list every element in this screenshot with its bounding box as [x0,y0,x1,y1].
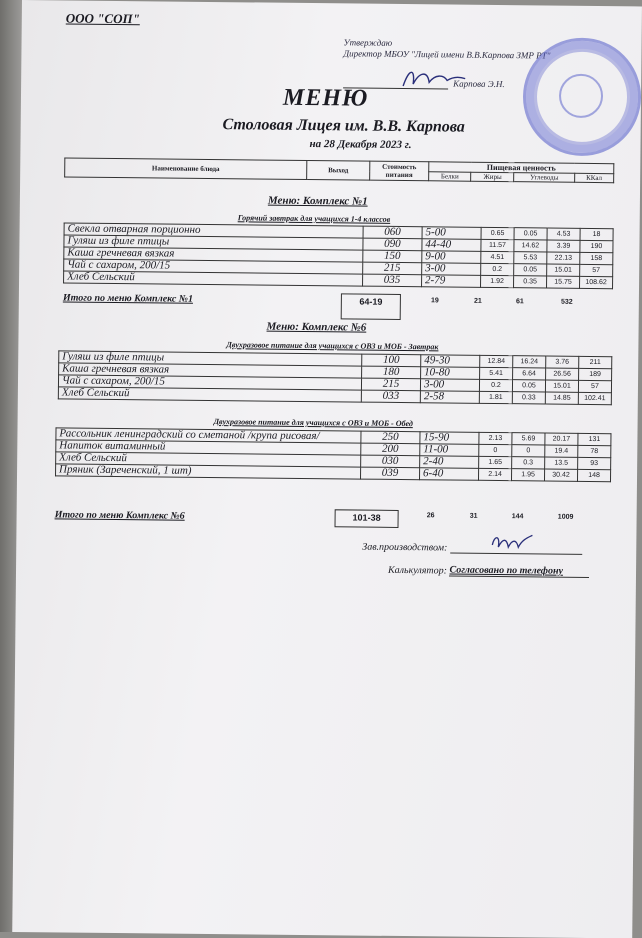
dish-name: Каша гречневая вязкая [64,247,363,262]
header-carbs: Углеводы [514,173,574,183]
dish-carbs: 13.5 [545,457,578,469]
dish-proteins: 1.81 [479,391,512,403]
header-kcal: ККал [574,173,613,182]
complex1-title: Меню: Комплекс №1 [267,194,368,208]
dish-carbs: 15.75 [547,276,580,288]
menu-date: на 28 Декабря 2023 г. [309,138,412,152]
complex6-total-label: Итого по меню Комплекс №6 [54,509,185,522]
dish-name: Каша гречневая вязкая [59,363,362,378]
dish-proteins: 4.51 [481,251,514,263]
dish-carbs: 15.01 [545,380,578,392]
dish-proteins: 11.57 [481,239,514,251]
dish-kcal: 108.62 [580,276,613,288]
dish-output: 039 [361,467,420,480]
approval-line1: Утверждаю [343,37,393,48]
dish-cost: 2-40 [420,456,479,469]
dish-name: Рассольник ленинградский со сметаной /крупа рисовая/ [56,428,361,443]
complex6-total-carbs: 144 [511,513,524,521]
dish-kcal: 190 [580,240,613,252]
dish-cost: 3-00 [422,263,481,276]
dish-fats: 16.24 [513,356,546,368]
dish-proteins: 0 [479,444,512,456]
dish-output: 250 [361,431,420,444]
dish-cost: 15-90 [420,432,479,445]
dish-output: 060 [363,226,422,239]
dish-fats: 0.05 [514,228,547,240]
complex6-lunch-table [55,427,611,482]
dish-proteins: 5.41 [480,367,513,379]
dish-name: Чай с сахаром, 200/15 [64,259,363,274]
complex6-total-proteins: 26 [426,512,435,520]
dish-carbs: 19.4 [545,445,578,457]
complex1-total-proteins: 19 [430,297,439,305]
dish-kcal: 102.41 [578,392,611,404]
complex1-total-cost: 64-19 [341,293,401,320]
dish-proteins: 0.2 [479,379,512,391]
dish-proteins: 2.13 [479,432,512,444]
production-label: Зав.производством: [362,541,448,554]
dish-carbs: 3.76 [546,356,579,368]
complex6-total-kcal: 1009 [557,513,574,521]
approval-line2: Директор МБОУ "Лицей имени В.В.Карпова ЗМР РТ" [343,48,551,61]
stamp-seal-icon [522,37,641,156]
complex1-total-fats: 21 [473,297,482,305]
dish-carbs: 3.39 [547,240,580,252]
header-fats: Жиры [471,172,514,181]
dish-fats: 5.53 [514,252,547,264]
complex1-total-kcal: 532 [560,298,573,306]
dish-cost: 9-00 [422,251,481,264]
dish-carbs: 26.56 [546,368,579,380]
dish-kcal: 57 [580,264,613,276]
complex6-total-cost: 101-38 [334,509,398,528]
organization-name: ООО "СОП" [65,10,140,27]
dish-fats: 5.69 [512,433,545,445]
dish-output: 100 [362,354,421,367]
dish-carbs: 20.17 [545,433,578,445]
header-cost: Стоимость питания [370,161,429,181]
dish-fats: 0.05 [512,380,545,392]
dish-name: Пряник (Зареченский, 1 шт) [56,464,361,479]
dish-output: 035 [363,274,422,287]
dish-cost: 11-00 [420,444,479,457]
complex6-lunch-section: Двухразовое питание для учащихся с ОВЗ и МОБ - Обед [213,417,413,429]
dish-carbs: 22.13 [547,252,580,264]
dish-fats: 0.33 [512,392,545,404]
header-nutrition: Пищевая ценность [429,162,614,174]
dish-kcal: 78 [578,445,611,457]
approval-name: Карпова Э.Н. [453,78,505,90]
complex6-title: Меню: Комплекс №6 [266,320,367,334]
complex6-breakfast-section: Двухразовое питание для учащихся с ОВЗ и МОБ - Завтрак [226,340,439,352]
dish-kcal: 211 [579,356,612,368]
dish-output: 215 [363,262,422,275]
dish-cost: 5-00 [422,227,481,240]
dish-output: 033 [361,390,420,403]
dish-cost: 49-30 [421,355,480,368]
dish-output: 180 [362,366,421,379]
dish-fats: 1.95 [511,469,544,481]
complex1-section: Горячий завтрак для учащихся 1-4 классов [237,213,391,224]
dish-carbs: 30.42 [544,469,577,481]
dish-kcal: 57 [578,380,611,392]
dish-cost: 44-40 [422,239,481,252]
dish-cost: 10-80 [421,367,480,380]
complex1-table [63,222,614,289]
dish-proteins: 2.14 [478,468,511,480]
dish-name: Свекла отварная порционно [64,223,363,238]
dish-output: 200 [361,443,420,456]
page-subtitle: Столовая Лицея им. В.В. Карпова [222,116,465,136]
dish-name: Хлеб Сельский [56,452,361,467]
dish-kcal: 189 [579,368,612,380]
dish-kcal: 148 [577,469,610,481]
dish-cost: 6-40 [419,468,478,481]
dish-name: Хлеб Сельский [58,387,361,402]
calculator-value: Согласовано по телефону [449,565,589,578]
dish-proteins: 12.84 [480,355,513,367]
dish-proteins: 1.92 [481,275,514,287]
header-proteins: Белки [429,172,471,181]
dish-proteins: 0.65 [481,227,514,239]
complex1-total-carbs: 61 [515,298,524,306]
dish-name: Напиток витаминный [56,440,361,455]
menu-header-table [64,157,614,183]
calculator-label: Калькулятор: [387,564,448,577]
director-signature-icon [399,64,469,95]
complex1-total-label: Итого по меню Комплекс №1 [62,292,194,305]
dish-output: 150 [363,250,422,263]
header-output: Выход [307,160,370,180]
dish-output: 215 [361,378,420,391]
dish-output: 090 [363,238,422,251]
dish-cost: 2-79 [422,275,481,288]
dish-carbs: 4.53 [547,228,580,240]
production-row [362,542,582,555]
dish-kcal: 18 [580,228,613,240]
dish-carbs: 15.01 [547,264,580,276]
dish-kcal: 131 [578,433,611,445]
complex6-total-fats: 31 [469,512,478,520]
dish-fats: 0.05 [514,264,547,276]
dish-carbs: 14.85 [545,392,578,404]
dish-fats: 0.35 [514,276,547,288]
menu-document [12,0,642,938]
calculator-row [388,564,590,578]
dish-proteins: 0.2 [481,263,514,275]
page-title: МЕНЮ [282,84,369,112]
dish-fats: 0 [512,445,545,457]
production-signature-icon [486,531,536,558]
dish-fats: 0.3 [512,457,545,469]
dish-fats: 6.64 [513,368,546,380]
dish-cost: 2-58 [420,391,479,404]
dish-name: Хлеб Сельский [64,271,363,286]
dish-cost: 3-00 [420,379,479,392]
dish-name: Гуляш из филе птицы [59,351,362,366]
dish-output: 030 [361,455,420,468]
header-name: Наименование блюда [65,158,307,180]
complex6-breakfast-table [58,350,612,405]
dish-kcal: 158 [580,252,613,264]
dish-proteins: 1.65 [479,456,512,468]
dish-name: Чай с сахаром, 200/15 [58,375,361,390]
dish-name: Гуляш из филе птицы [64,235,363,250]
dish-kcal: 93 [578,457,611,469]
dish-fats: 14.62 [514,240,547,252]
